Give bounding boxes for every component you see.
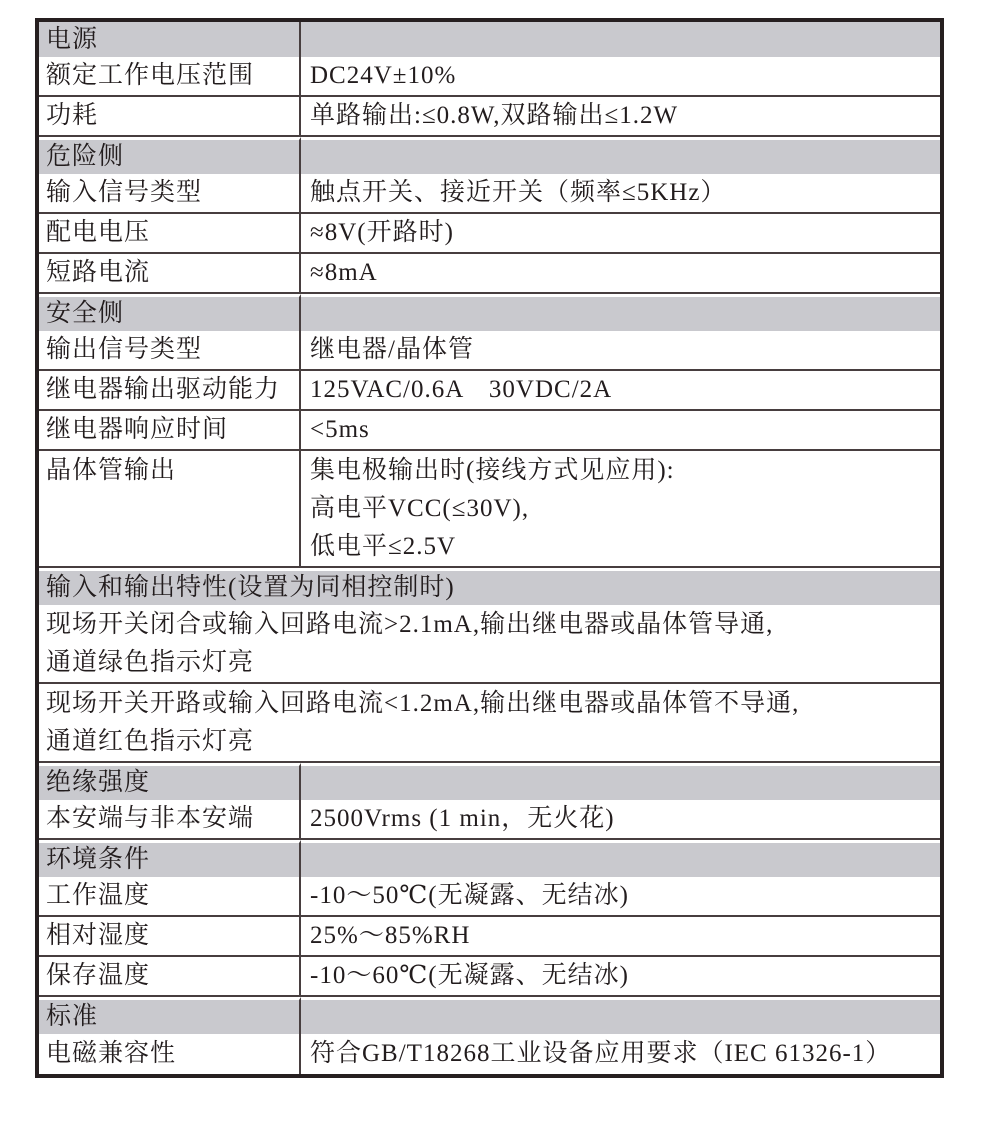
section-row-power xyxy=(39,22,940,57)
spec-row-switch-closed-behavior xyxy=(39,605,940,684)
spec-value: 继电器/晶体管 xyxy=(301,331,940,371)
section-title: 安全侧 xyxy=(39,294,301,331)
spec-text-line: 现场开关开路或输入回路电流<1.2mA,输出继电器或晶体管不导通, xyxy=(46,689,800,717)
section-title: 标准 xyxy=(39,997,301,1034)
spec-value: 125VAC/0.6A 30VDC/2A xyxy=(301,371,940,411)
spec-text-line: 通道红色指示灯亮 xyxy=(46,727,255,755)
spec-value: 25%～85%RH xyxy=(301,917,940,957)
section-title: 危险侧 xyxy=(39,137,301,174)
spec-value: -10～50℃(无凝露、无结冰) xyxy=(301,877,940,917)
spec-row-distribution-voltage xyxy=(39,214,940,254)
spec-label: 晶体管输出 xyxy=(39,451,301,568)
spec-label: 保存温度 xyxy=(39,957,301,997)
section-row-io-characteristics xyxy=(39,568,940,605)
spec-fullwidth-text xyxy=(39,605,940,684)
section-spacer xyxy=(301,840,940,877)
spec-value: DC24V±10% xyxy=(301,57,940,97)
spec-row-rated-voltage xyxy=(39,57,940,97)
spec-value: -10～60℃(无凝露、无结冰) xyxy=(301,957,940,997)
section-title: 绝缘强度 xyxy=(39,763,301,800)
spec-value xyxy=(301,451,940,568)
spec-row-switch-open-behavior xyxy=(39,684,940,763)
spec-row-transistor-output xyxy=(39,451,940,568)
spec-table xyxy=(35,18,944,1078)
spec-value: 符合GB/T18268工业设备应用要求（IEC 61326-1） xyxy=(310,1040,892,1068)
spec-fullwidth-text xyxy=(39,684,940,763)
spec-label: 功耗 xyxy=(39,97,301,137)
spec-value: 2500Vrms (1 min，无火花) xyxy=(301,800,940,840)
spec-value-line: 低电平≤2.5V xyxy=(310,532,457,560)
section-spacer xyxy=(301,997,940,1034)
spec-row-is-to-nonis xyxy=(39,800,940,840)
spec-label: 本安端与非本安端 xyxy=(39,800,301,840)
spec-label: 输出信号类型 xyxy=(39,331,301,371)
spec-label: 相对湿度 xyxy=(39,917,301,957)
spec-label: 配电电压 xyxy=(39,214,301,254)
spec-label: 电磁兼容性 xyxy=(39,1034,301,1074)
spec-row-short-circuit-current xyxy=(39,254,940,294)
spec-label: 继电器响应时间 xyxy=(39,411,301,451)
spec-row-emc xyxy=(39,1034,940,1074)
spec-value: <5ms xyxy=(301,411,940,451)
section-row-environment xyxy=(39,840,940,877)
spec-text-line: 现场开关闭合或输入回路电流>2.1mA,输出继电器或晶体管导通, xyxy=(46,610,774,638)
section-title: 电源 xyxy=(39,22,301,57)
section-spacer xyxy=(301,763,940,800)
spec-value-line: 高电平VCC(≤30V), xyxy=(310,494,530,522)
spec-row-relay-drive-capacity xyxy=(39,371,940,411)
spec-row-power-consumption xyxy=(39,97,940,137)
spec-label: 输入信号类型 xyxy=(39,174,301,214)
spec-label: 额定工作电压范围 xyxy=(39,57,301,97)
spec-row-output-signal-type xyxy=(39,331,940,371)
section-spacer xyxy=(301,137,940,174)
section-row-safe-side xyxy=(39,294,940,331)
spec-value: ≈8mA xyxy=(301,254,940,294)
spec-text-line: 通道绿色指示灯亮 xyxy=(46,648,255,676)
spec-value: 单路输出:≤0.8W,双路输出≤1.2W xyxy=(301,97,940,137)
section-title: 环境条件 xyxy=(39,840,301,877)
spec-label: 工作温度 xyxy=(39,877,301,917)
spec-row-relative-humidity xyxy=(39,917,940,957)
section-spacer xyxy=(301,294,940,331)
spec-row-storage-temperature xyxy=(39,957,940,997)
section-row-hazard-side xyxy=(39,137,940,174)
section-row-standards xyxy=(39,997,940,1034)
section-title: 输入和输出特性(设置为同相控制时) xyxy=(39,568,940,605)
spec-value-line: 集电极输出时(接线方式见应用): xyxy=(310,456,675,484)
spec-value: ≈8V(开路时) xyxy=(301,214,940,254)
spec-label: 短路电流 xyxy=(39,254,301,294)
spec-label: 继电器输出驱动能力 xyxy=(39,371,301,411)
spec-row-relay-response-time xyxy=(39,411,940,451)
spec-value: 触点开关、接近开关（频率≤5KHz） xyxy=(301,174,940,214)
spec-row-operating-temperature xyxy=(39,877,940,917)
section-spacer xyxy=(301,22,940,57)
section-row-insulation-strength xyxy=(39,763,940,800)
spec-row-input-signal-type xyxy=(39,174,940,214)
